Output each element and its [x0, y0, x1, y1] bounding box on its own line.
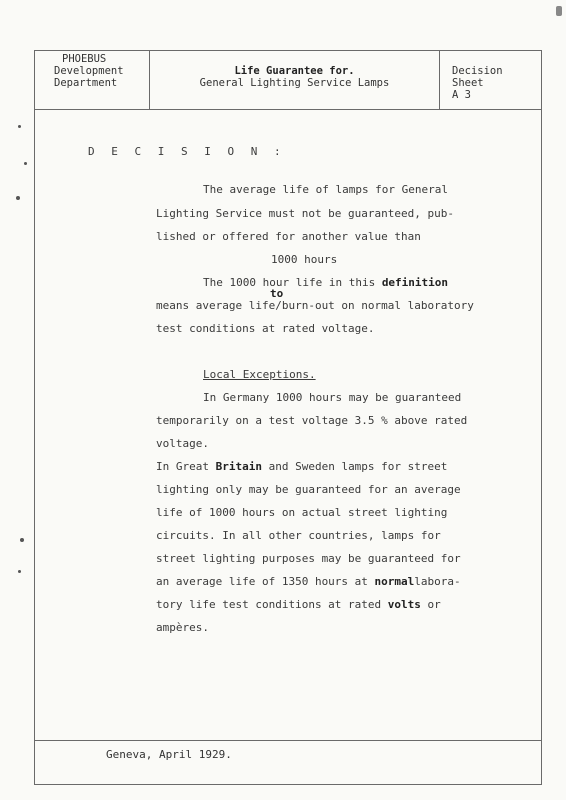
text-fragment: volts	[387, 598, 421, 611]
text-line: means average life/burn-out on normal laboratory	[156, 299, 474, 312]
document-title: Life Guarantee for.	[234, 65, 355, 77]
text-line: The average life of lamps for General	[203, 183, 449, 196]
text-line	[156, 575, 461, 588]
text-line: lished or offered for another value than	[156, 230, 421, 243]
ref-line: Sheet	[452, 77, 484, 89]
decision-heading: D E C I S I O N :	[88, 145, 286, 158]
text-fragment: In Great	[156, 460, 209, 473]
text-fragment: an average life of 1350 hours at	[156, 575, 368, 588]
scan-speck	[16, 196, 20, 200]
reference-cell	[440, 50, 542, 110]
header-table	[34, 50, 542, 110]
text-line: Lighting Service must not be guaranteed, pub-	[156, 207, 455, 220]
text-line: circuits. In all other countries, lamps for	[156, 529, 441, 542]
text-fragment: labora-	[414, 575, 461, 588]
text-fragment: Britain	[215, 460, 262, 473]
text-line	[156, 598, 441, 611]
text-fragment: normal	[374, 575, 415, 588]
org-line: PHOEBUS	[62, 53, 107, 65]
text-line: In Germany 1000 hours may be guaranteed	[203, 391, 462, 404]
text-line: lighting only may be guaranteed for an average	[156, 483, 461, 496]
text-fragment: or	[427, 598, 441, 611]
text-fragment: The 1000 hour life in this	[203, 276, 376, 289]
document-subtitle: General Lighting Service Lamps	[199, 77, 390, 89]
text-line: life of 1000 hours on actual street lighting	[156, 506, 448, 519]
text-fragment: tory life test conditions at rated	[156, 598, 382, 611]
exceptions-heading: Local Exceptions.	[203, 368, 316, 381]
text-fragment: and Sweden lamps for street	[268, 460, 448, 473]
scan-speck	[24, 162, 27, 165]
title-cell	[150, 50, 440, 110]
text-line: test conditions at rated voltage.	[156, 322, 375, 335]
place-date: Geneva, April 1929.	[106, 748, 232, 761]
scan-speck	[18, 125, 21, 128]
handwritten-insert: to	[270, 287, 284, 300]
footer-box	[34, 740, 542, 785]
text-line: ampères.	[156, 621, 209, 634]
text-line: temporarily on a test voltage 3.5 % above rated	[156, 414, 468, 427]
org-line: Department	[54, 77, 118, 89]
org-line: Development	[54, 65, 124, 77]
scan-speck	[20, 538, 24, 542]
scan-speck	[18, 570, 21, 573]
text-line: 1000 hours	[271, 253, 338, 266]
text-line: street lighting purposes may be guaranteed for	[156, 552, 461, 565]
ref-line: Decision	[452, 65, 503, 77]
org-cell	[34, 50, 150, 110]
text-line: voltage.	[156, 437, 209, 450]
text-line	[203, 276, 448, 289]
handwritten-insert: definition	[381, 276, 449, 289]
scan-speck	[556, 6, 562, 16]
ref-line: A 3	[452, 89, 471, 101]
text-line	[156, 460, 447, 473]
